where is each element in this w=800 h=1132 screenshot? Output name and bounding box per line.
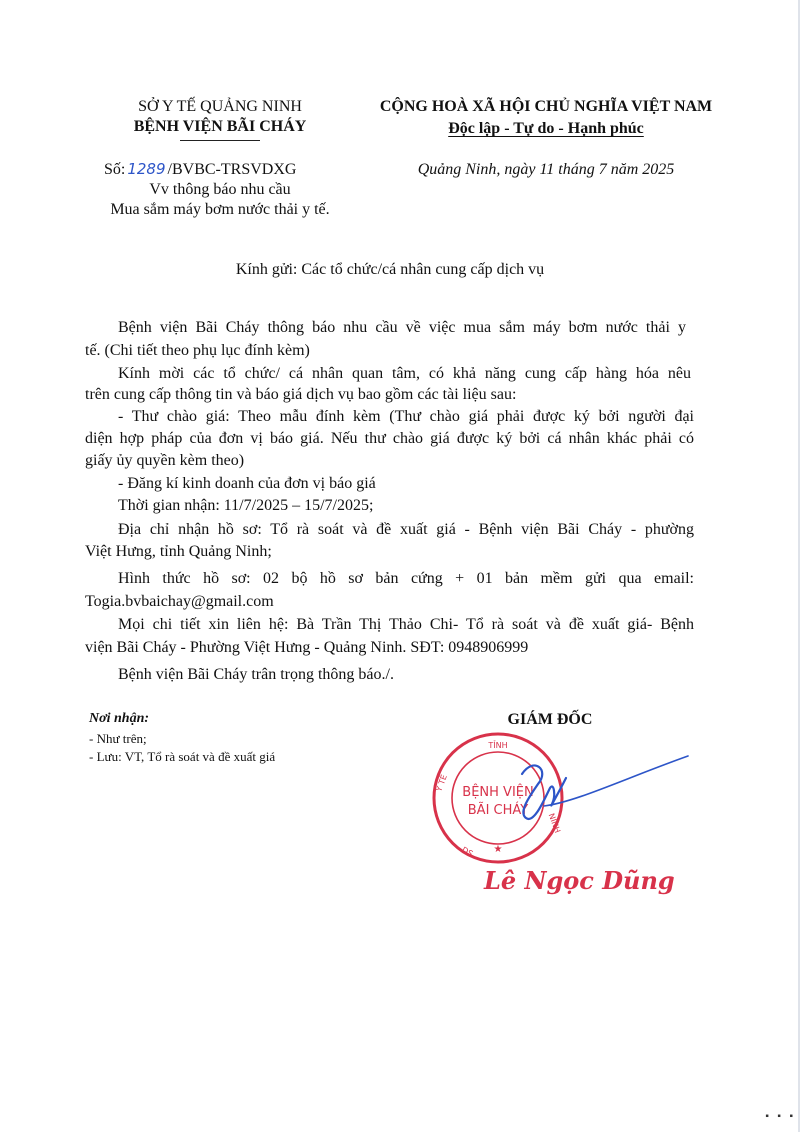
body-p8-line1: Mọi chi tiết xin liên hệ: Bà Trần Thị Thảo Chi- Tổ rà soát và đề xuất giá- Bệnh <box>118 616 694 633</box>
seal-text-left: Y TẾ <box>434 773 449 793</box>
document-number <box>104 160 296 179</box>
receivers-title: Nơi nhận: <box>89 711 150 726</box>
body-p1-line2: tế. (Chi tiết theo phụ lục đính kèm) <box>85 342 310 359</box>
official-seal <box>426 726 696 876</box>
seal-text-bottom: DS <box>460 845 475 859</box>
body-p7-line1: Hình thức hồ sơ: 02 bộ hồ sơ bản cứng + 01 bản mềm gửi qua email: <box>118 570 694 587</box>
body-p7-line2: Togia.bvbaichay@gmail.com <box>85 593 274 610</box>
subject-line-2: Mua sắm máy bơm nước thải y tế. <box>110 201 330 218</box>
receivers-line-1: - Như trên; <box>89 731 147 746</box>
document-number-prefix: Số: <box>104 161 126 178</box>
seal-star-icon: ★ <box>493 844 503 855</box>
body-p3-line3: giấy ủy quyền kèm theo) <box>85 452 245 469</box>
place-date: Quảng Ninh, ngày 11 tháng 7 năm 2025 <box>417 161 675 178</box>
document-number-suffix: /BVBC-TRSVDXG <box>167 161 297 178</box>
document-number-handwritten: 1289 <box>127 160 166 178</box>
signer-position: GIÁM ĐỐC <box>507 711 593 728</box>
body-p6-line1: Địa chỉ nhận hồ sơ: Tổ rà soát và đề xuất giá - Bệnh viện Bãi Cháy - phường <box>118 521 694 538</box>
nation-title: CỘNG HOÀ XÃ HỘI CHỦ NGHĨA VIỆT NAM <box>379 98 713 115</box>
body-p2-line2: trên cung cấp thông tin và báo giá dịch vụ bao gồm các tài liệu sau: <box>85 386 517 403</box>
seal-center-line-2: BÃI CHÁY <box>467 803 529 818</box>
body-p3-line2: diện hợp pháp của đơn vị báo giá. Nếu thư chào giá được ký bởi cá nhân khác phải có <box>85 430 694 447</box>
national-motto: Độc lập - Tự do - Hạnh phúc <box>448 120 644 137</box>
department-name: SỞ Y TẾ QUẢNG NINH <box>138 98 302 115</box>
body-p3-line1: - Thư chào giá: Theo mẫu đính kèm (Thư chào giá phải được ký bởi người đại <box>118 408 694 425</box>
body-p8-line2: viện Bãi Cháy - Phường Việt Hưng - Quảng Ninh. SĐT: 0948906999 <box>85 639 529 656</box>
subject-line-1: Vv thông báo nhu cầu <box>149 181 291 198</box>
recipient-line: Kính gửi: Các tổ chức/cá nhân cung cấp dịch vụ <box>235 261 545 278</box>
body-p1-line1: Bệnh viện Bãi Cháy thông báo nhu cầu về việc mua sắm máy bơm nước thải y <box>118 319 686 336</box>
body-p9: Bệnh viện Bãi Cháy trân trọng thông báo./. <box>118 666 394 683</box>
seal-text-right: NINH <box>546 812 563 835</box>
body-p6-line2: Việt Hưng, tỉnh Quảng Ninh; <box>85 543 272 560</box>
scan-marks: ▪ ▪ ▪ <box>765 1111 796 1122</box>
body-p5: Thời gian nhận: 11/7/2025 – 15/7/2025; <box>118 497 374 514</box>
hospital-name: BỆNH VIỆN BÃI CHÁY <box>133 118 307 135</box>
body-p4: - Đăng kí kinh doanh của đơn vị báo giá <box>118 475 376 492</box>
signer-name: Lê Ngọc Dũng <box>484 866 675 895</box>
seal-center-line-1: BỆNH VIỆN <box>462 785 534 800</box>
receivers-line-2: - Lưu: VT, Tổ rà soát và đề xuất giá <box>89 749 276 764</box>
body-p2-line1: Kính mời các tổ chức/ cá nhân quan tâm, có khả năng cung cấp hàng hóa nêu <box>118 365 691 382</box>
seal-text-top: TỈNH <box>488 741 508 750</box>
header-left-divider <box>180 140 260 141</box>
